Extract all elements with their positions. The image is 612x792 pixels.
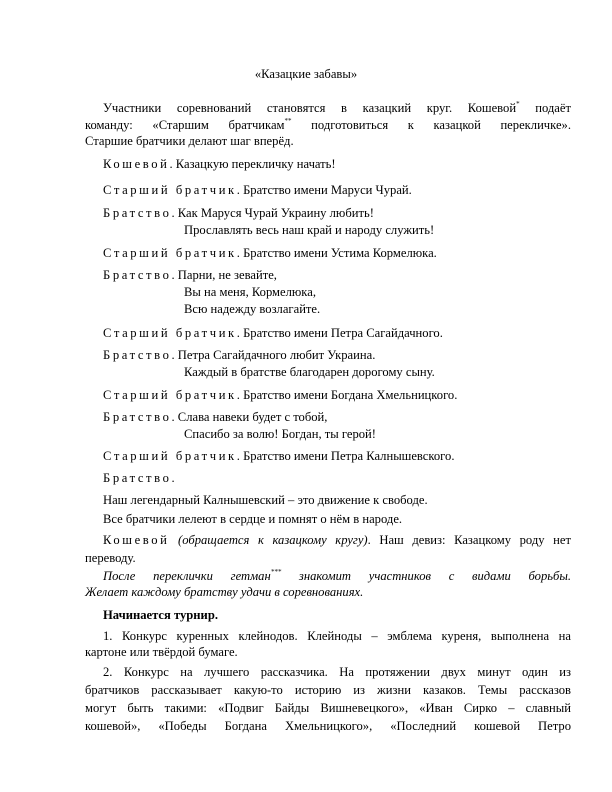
contest-2-line-4: кошевой», «Победы Богдана Хмельницкого», «Последний кошевой Петро: [85, 719, 571, 733]
dialogue-bratstvo-4: Братство. Слава навеки будет с тобой,: [103, 410, 328, 424]
dialogue-starshiy-5: Старший братчик. Братство имени Петра Калнышевского.: [103, 449, 455, 463]
note-line-2: Желает каждому братству удачи в соревнованиях.: [85, 585, 364, 599]
dialogue-bratstvo-4-cont: Спасибо за волю! Богдан, ты герой!: [184, 427, 376, 441]
dialogue-starshiy-2: Старший братчик. Братство имени Устима Кормелюка.: [103, 246, 437, 260]
dialogue-bratstvo-2-cont-1: Вы на меня, Кормелюка,: [184, 285, 316, 299]
dialogue-bratstvo-2: Братство. Парни, не зевайте,: [103, 268, 277, 282]
contest-2-line-2: братчиков рассказывает какую-то историю из жизни казаков. Темы рассказов: [85, 683, 571, 697]
contest-2-line-3: могут быть такими: «Подвиг Байды Вишневецкого», «Иван Сирко – славный: [85, 701, 571, 715]
dialogue-bratstvo-1-cont: Прославлять весь наш край и народу служить!: [184, 223, 435, 237]
intro-line-2: команду: «Старшим братчикам** подготовиться к казацкой перекличке».: [85, 117, 571, 132]
dialogue-bratstvo-5-cont-2: Все братчики лелеют в сердце и помнят о нём в народе.: [103, 512, 403, 526]
dialogue-starshiy-4: Старший братчик. Братство имени Богдана Хмельницкого.: [103, 388, 458, 402]
dialogue-starshiy-3: Старший братчик. Братство имени Петра Сагайдачного.: [103, 326, 443, 340]
note-line-1: После переклички гетман*** знакомит участников с видами борьбы.: [103, 568, 571, 583]
contest-1-line-1: 1. Конкурс куренных клейнодов. Клейноды – эмблема куреня, выполнена на: [103, 629, 571, 643]
dialogue-bratstvo-3: Братство. Петра Сагайдачного любит Украина.: [103, 348, 376, 362]
page-title: «Казацкие забавы»: [254, 67, 358, 81]
dialogue-bratstvo-5: Братство.: [103, 471, 175, 485]
intro-line-3: Старшие братчики делают шаг вперёд.: [85, 134, 294, 148]
dialogue-bratstvo-3-cont: Каждый в братстве благодарен дорогому сыну.: [184, 365, 435, 379]
dialogue-koshevoy-2: Кошевой (обращается к казацкому кругу). Наш девиз: Казацкому роду нет: [103, 533, 571, 547]
dialogue-koshevoy-1: Кошевой. Казацкую перекличку начать!: [103, 157, 336, 171]
contest-2-line-1: 2. Конкурс на лучшего рассказчика. На протяжении двух минут один из: [103, 665, 571, 679]
contest-1-line-2: картоне или твёрдой бумаге.: [85, 645, 238, 659]
intro-line-1: Участники соревнований становятся в казацкий круг. Кошевой* подаёт: [103, 100, 571, 115]
dialogue-koshevoy-2-cont: переводу.: [85, 551, 136, 565]
dialogue-starshiy-1: Старший братчик. Братство имени Маруси Чурай.: [103, 183, 412, 197]
dialogue-bratstvo-5-cont-1: Наш легендарный Калнышевский – это движение к свободе.: [103, 493, 428, 507]
tournament-heading: Начинается турнир.: [103, 608, 218, 622]
dialogue-bratstvo-1: Братство. Как Маруся Чурай Украину любить!: [103, 206, 374, 220]
dialogue-bratstvo-2-cont-2: Всю надежду возлагайте.: [184, 302, 321, 316]
